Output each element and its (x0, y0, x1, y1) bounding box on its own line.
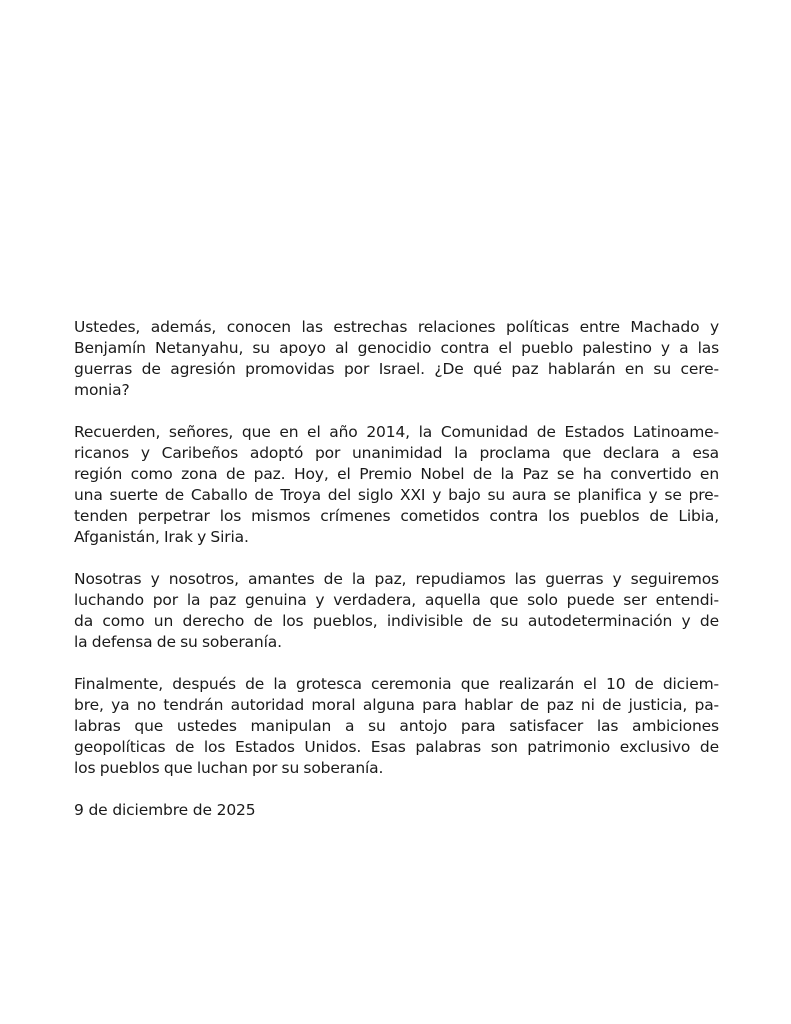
text-line: Benjamín Netanyahu, su apoyo al genocidio contra el pueblo palestino y a las (74, 339, 719, 357)
text-line: Finalmente, después de la grotesca ceremonia que realizarán el 10 de diciem- (74, 675, 719, 693)
text-line: monia? (74, 381, 130, 399)
paragraph-amantes-de-la-paz (74, 569, 719, 653)
text-line: Recuerden, señores, que en el año 2014, la Comunidad de Estados Latinoame- (74, 423, 719, 441)
text-line: región como zona de paz. Hoy, el Premio Nobel de la Paz se ha convertido en (74, 465, 719, 483)
text-line: geopolíticas de los Estados Unidos. Esas palabras son patrimonio exclusivo de (74, 738, 719, 756)
document-body (74, 317, 719, 821)
text-line: la defensa de su soberanía. (74, 633, 282, 651)
text-line: tenden perpetrar los mismos crímenes cometidos contra los pueblos de Libia, (74, 507, 719, 525)
paragraph-finalmente (74, 674, 719, 779)
text-line: Ustedes, además, conocen las estrechas relaciones políticas entre Machado y (74, 318, 719, 336)
text-line: una suerte de Caballo de Troya del siglo XXI y bajo su aura se planifica y se pre- (74, 486, 719, 504)
text-line: Nosotras y nosotros, amantes de la paz, repudiamos las guerras y seguiremos (74, 570, 719, 588)
text-line: guerras de agresión promovidas por Israel. ¿De qué paz hablarán en su cere- (74, 360, 719, 378)
text-line: labras que ustedes manipulan a su antojo para satisfacer las ambiciones (74, 717, 719, 735)
text-line: luchando por la paz genuina y verdadera, aquella que solo puede ser entendi- (74, 591, 719, 609)
paragraph-machado-netanyahu (74, 317, 719, 401)
text-line: Afganistán, Irak y Siria. (74, 528, 249, 546)
text-line: los pueblos que luchan por su soberanía. (74, 759, 384, 777)
text-line: bre, ya no tendrán autoridad moral alguna para hablar de paz ni de justicia, pa- (74, 696, 719, 714)
paragraph-celac-zona-de-paz (74, 422, 719, 548)
text-line: da como un derecho de los pueblos, indivisible de su autodeterminación y de (74, 612, 719, 630)
text-line: ricanos y Caribeños adoptó por unanimidad la proclama que declara a esa (74, 444, 719, 462)
document-date: 9 de diciembre de 2025 (74, 801, 256, 819)
